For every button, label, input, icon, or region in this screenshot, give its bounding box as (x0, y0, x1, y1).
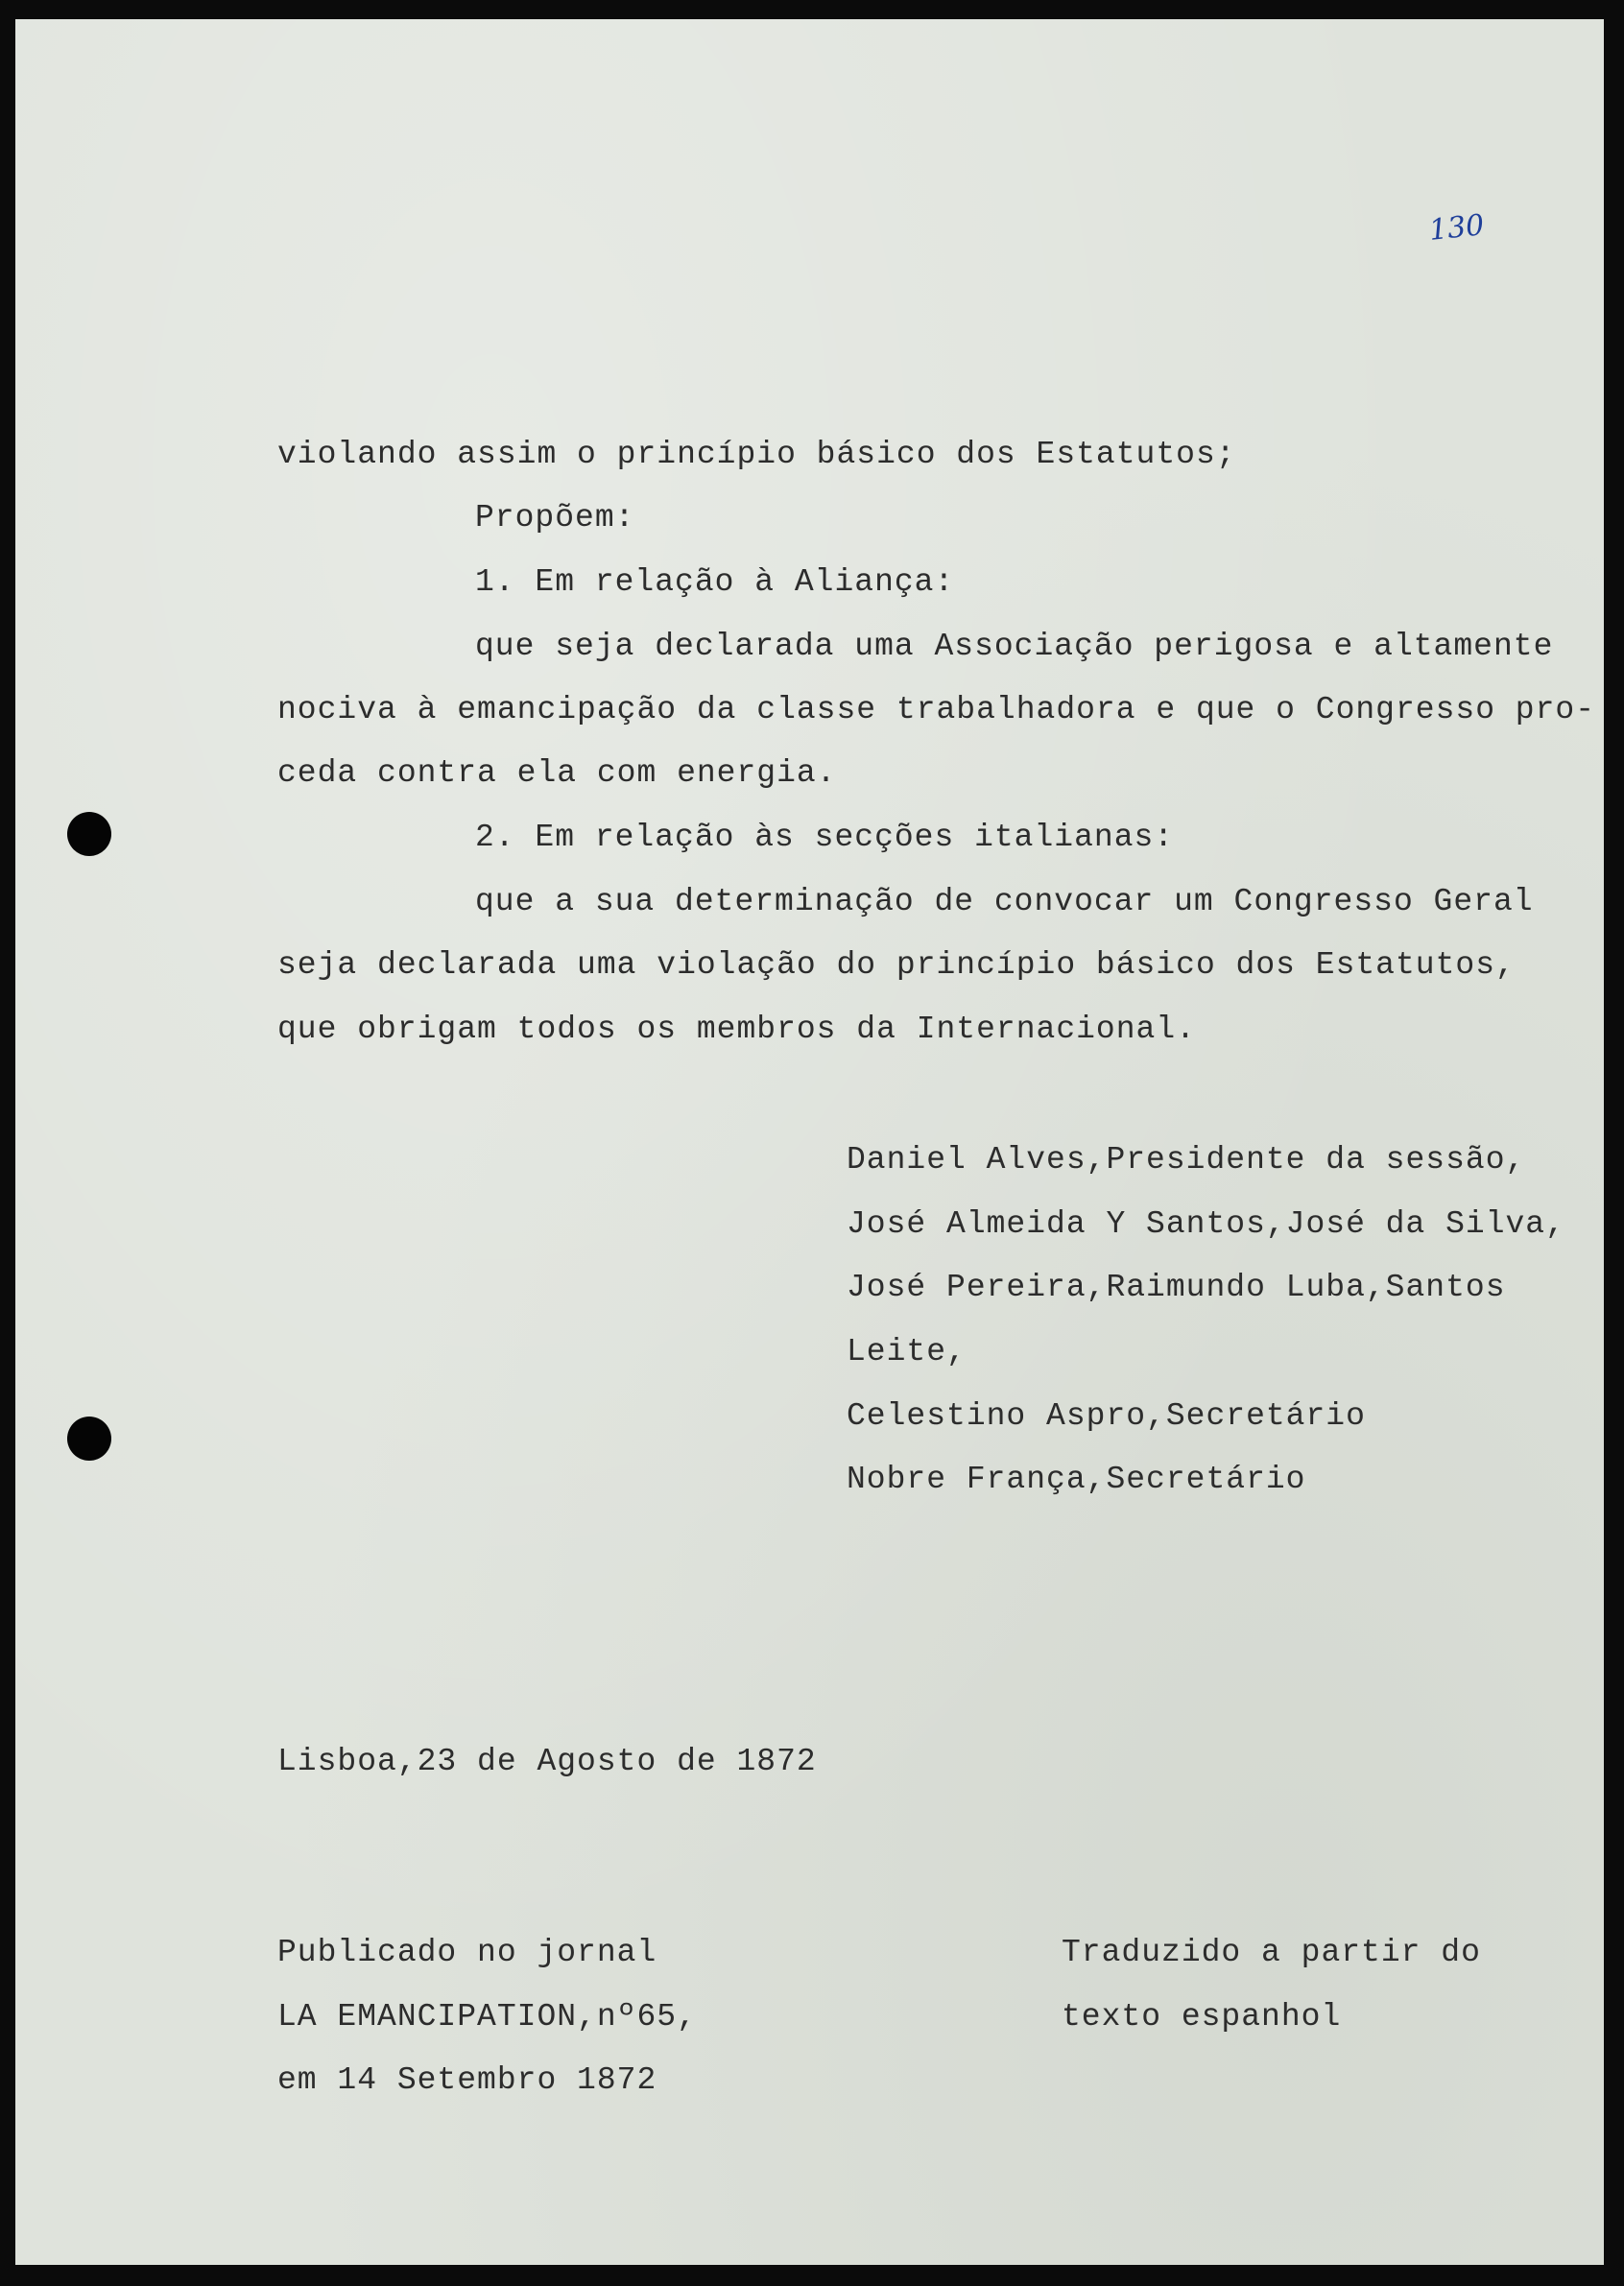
body-line: nociva à emancipação da classe trabalhadora e que o Congresso pro- (277, 692, 1596, 727)
page-number: 130 (1427, 208, 1486, 248)
body-line: violando assim o princípio básico dos Estatutos; (277, 437, 1236, 472)
body-line: Propõem: (475, 500, 635, 536)
body-line: que a sua determinação de convocar um Congresso Geral (475, 884, 1534, 919)
translation-note-line: Traduzido a partir do (1062, 1935, 1481, 1970)
punch-hole-top (67, 812, 111, 856)
publication-line: Publicado no jornal (277, 1935, 657, 1970)
translation-note-line: texto espanhol (1062, 1999, 1342, 2035)
signature-line: José Pereira,Raimundo Luba,Santos (847, 1270, 1506, 1305)
document-page (15, 19, 1604, 2265)
date-place: Lisboa,23 de Agosto de 1872 (277, 1744, 817, 1779)
signature-line: Leite, (847, 1334, 967, 1369)
body-line: seja declarada uma violação do princípio básico dos Estatutos, (277, 947, 1516, 983)
signature-line: Nobre França,Secretário (847, 1462, 1306, 1497)
signature-line: Daniel Alves,Presidente da sessão, (847, 1142, 1526, 1178)
body-line: 2. Em relação às secções italianas: (475, 820, 1175, 855)
body-line: 1. Em relação à Aliança: (475, 564, 955, 600)
body-line: que seja declarada uma Associação perigosa e altamente (475, 629, 1554, 664)
body-line: que obrigam todos os membros da Internacional. (277, 1012, 1196, 1047)
signature-line: Celestino Aspro,Secretário (847, 1398, 1366, 1434)
publication-line: LA EMANCIPATION,nº65, (277, 1999, 697, 2035)
body-line: ceda contra ela com energia. (277, 755, 837, 791)
signature-line: José Almeida Y Santos,José da Silva, (847, 1206, 1565, 1242)
publication-line: em 14 Setembro 1872 (277, 2062, 657, 2098)
punch-hole-bottom (67, 1417, 111, 1461)
